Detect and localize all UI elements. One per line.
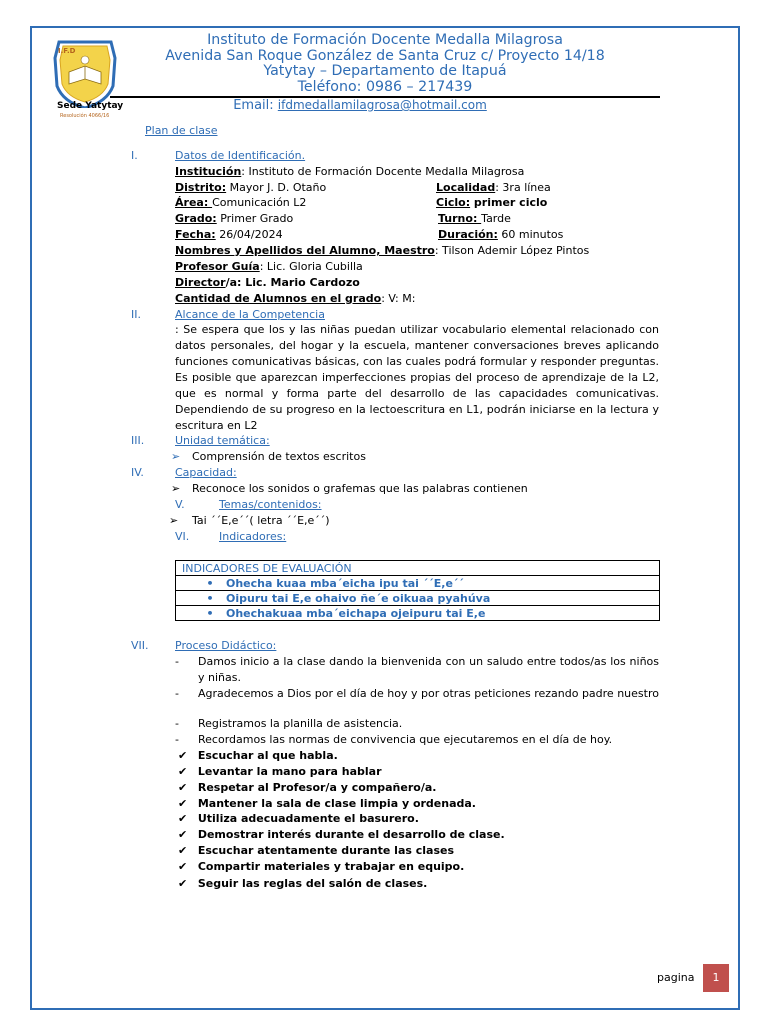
cantidad-value: : V: M: — [381, 292, 416, 305]
table-row — [176, 576, 660, 591]
duracion-row — [438, 228, 563, 241]
section-title-3: Unidad temática: — [175, 434, 270, 447]
fecha-value: 26/04/2024 — [215, 228, 283, 241]
check-icon: ✔ — [178, 812, 188, 825]
director-row — [175, 276, 360, 289]
distrito-value: Mayor J. D. Otaño — [226, 181, 327, 194]
plan-title: Plan de clase — [145, 124, 218, 137]
section-title-1: Datos de Identificación. — [175, 149, 306, 162]
indicador-2: Oipuru tai E,e ohaivo ñe´e oikuaa pyahúva — [226, 591, 491, 605]
email-label: Email: — [233, 98, 274, 113]
proceso-item-2: Agradecemos a Dios por el día de hoy y por otras peticiones rezando padre nuestro — [198, 687, 659, 700]
director-label: Director — [175, 276, 226, 289]
norm-item-3: Respetar al Profesor/a y compañero/a. — [197, 781, 437, 794]
area-row — [175, 196, 306, 209]
section-title-2: Alcance de la Competencia — [175, 308, 325, 321]
nombres-value: : Tilson Ademir López Pintos — [434, 244, 590, 257]
norm-item-8: Compartir materiales y trabajar en equipo. — [197, 860, 465, 873]
norm-item — [178, 765, 382, 778]
profesor-value: : Lic. Gloria Cubilla — [259, 260, 363, 273]
indicador-3: Ohechakuaa mba´eichapa ojeipuru tai E,e — [226, 606, 486, 620]
indicador-1: Ohecha kuaa mba´eicha ipu tai ´´E,e´´ — [226, 576, 464, 590]
check-icon: ✔ — [178, 765, 188, 778]
bullet-icon: • — [206, 591, 214, 605]
duracion-value: 60 minutos — [497, 228, 564, 241]
director-value: /a: Lic. Mario Cardozo — [225, 276, 360, 289]
distrito-label: Distrito: — [175, 181, 227, 194]
localidad-label: Localidad — [436, 181, 496, 194]
duracion-label: Duración: — [438, 228, 498, 241]
header-line-4: Teléfono: 0986 – 217439 — [297, 78, 473, 95]
dash-icon: - — [175, 717, 179, 730]
turno-value: Tarde — [481, 212, 511, 225]
norm-item — [178, 749, 338, 762]
arrow-bullet-icon: ➢ — [169, 514, 179, 527]
logo-resolution-text: Resolución 4066/16 — [60, 113, 110, 119]
check-icon: ✔ — [178, 781, 188, 794]
bullet-icon: • — [206, 606, 214, 620]
dash-icon: - — [175, 655, 179, 668]
email-line — [110, 98, 610, 113]
dash-icon: - — [175, 733, 179, 746]
email-link[interactable]: ifdmedallamilagrosa@hotmail.com — [277, 98, 487, 112]
header-line-3: Yatytay – Departamento de Itapuá — [263, 63, 507, 79]
check-icon: ✔ — [178, 828, 188, 841]
profesor-label: Profesor Guía — [175, 260, 260, 273]
section-title-5: Temas/contenidos: — [219, 498, 322, 511]
proceso-item-3: Registramos la planilla de asistencia. — [198, 717, 403, 730]
tema-item: Tai ´´E,e´´( letra ´´E,e´´) — [192, 514, 330, 527]
proceso-item-4: Recordamos las normas de convivencia que ejecutaremos en el día de hoy. — [198, 733, 613, 746]
norm-item — [178, 828, 505, 841]
section-number-7: VII. — [131, 639, 149, 652]
check-icon: ✔ — [178, 749, 188, 762]
indicadores-table — [175, 560, 660, 621]
arrow-bullet-icon: ➢ — [171, 450, 181, 463]
table-row — [176, 606, 660, 621]
norm-item-1: Escuchar al que habla. — [197, 749, 338, 762]
section-number-3: III. — [131, 434, 145, 447]
institucion-row — [175, 165, 524, 178]
institucion-value: : Instituto de Formación Docente Medalla Milagrosa — [241, 165, 525, 178]
section-title-7: Proceso Didáctico: — [175, 639, 277, 652]
nombres-row — [175, 244, 589, 257]
logo-top-text: I.F.D — [58, 47, 76, 55]
section-number-5: V. — [175, 498, 185, 511]
localidad-value: : 3ra línea — [495, 181, 551, 194]
area-value: Comunicación L2 — [212, 196, 307, 209]
cantidad-label: Cantidad de Alumnos en el grado — [175, 292, 382, 305]
cantidad-row — [175, 292, 415, 305]
section-title-4: Capacidad: — [175, 466, 237, 479]
table-header-row — [176, 561, 660, 576]
localidad-row — [436, 181, 551, 194]
institution-header — [110, 33, 660, 95]
check-icon: ✔ — [178, 797, 188, 810]
fecha-row — [175, 228, 283, 241]
competencia-paragraph: : Se espera que los y las niñas puedan utilizar vocabulario elemental relacionado con datos personales, del hogar y la escuela, mantener conversaciones breves aplicando funciones comunicativas básicas, con las cuales podrá formular y responder preguntas. Es posible que aparezcan imperfecciones propias del proceso de aprendizaje de la L2, que es normal y forma parte del desarrollo de las capacidades comunicativas. Dependiendo de su progreso en la lectoescritura en L1, podrán iniciarse en la lectura y escritura en L2 — [175, 323, 659, 432]
logo-sede-text: Sede Yatytay — [57, 101, 124, 111]
norm-item — [178, 844, 454, 857]
grado-row — [175, 212, 293, 225]
norm-item-6: Demostrar interés durante el desarrollo de clase. — [197, 828, 505, 841]
page-label: pagina — [657, 971, 695, 984]
norm-item-5: Utiliza adecuadamente el basurero. — [197, 812, 419, 825]
norm-item — [178, 877, 427, 890]
section-number-6: VI. — [175, 530, 190, 543]
norm-item — [178, 797, 476, 810]
ciclo-row — [436, 196, 547, 209]
norm-item-2: Levantar la mano para hablar — [197, 765, 382, 778]
norm-item — [178, 812, 419, 825]
dash-icon: - — [175, 687, 179, 700]
norm-item-7: Escuchar atentamente durante las clases — [197, 844, 455, 857]
nombres-label: Nombres y Apellidos del Alumno, Maestro — [175, 244, 435, 257]
section-title-6: Indicadores: — [219, 530, 287, 543]
distrito-row — [175, 181, 326, 194]
check-icon: ✔ — [178, 860, 188, 873]
check-icon: ✔ — [178, 844, 188, 857]
norm-item — [178, 781, 436, 794]
area-label: Área: — [175, 196, 213, 209]
check-icon: ✔ — [178, 877, 188, 890]
capacidad-item: Reconoce los sonidos o grafemas que las palabras contienen — [192, 482, 528, 495]
header-line-2: Avenida San Roque González de Santa Cruz c/ Proyecto 14/18 — [165, 47, 605, 64]
table-row — [176, 591, 660, 606]
turno-label: Turno: — [438, 212, 482, 225]
norm-item — [178, 860, 464, 873]
norm-item-9: Seguir las reglas del salón de clases. — [197, 877, 428, 890]
fecha-label: Fecha: — [175, 228, 216, 241]
indicadores-header: INDICADORES DE EVALUACIÓN — [176, 561, 660, 576]
header-line-1: Instituto de Formación Docente Medalla Milagrosa — [207, 32, 563, 48]
bullet-icon: • — [206, 576, 214, 590]
grado-value: Primer Grado — [216, 212, 294, 225]
proceso-item-1: Damos inicio a la clase dando la bienvenida con un saludo entre todos/as los niños y niñas. — [198, 655, 659, 684]
institucion-label: Institución — [175, 165, 242, 178]
section-number-1: I. — [131, 149, 138, 162]
grado-label: Grado: — [175, 212, 217, 225]
ciclo-label: Ciclo: — [436, 196, 471, 209]
section-number-2: II. — [131, 308, 141, 321]
page-number-badge: 1 — [703, 964, 729, 992]
unidad-item: Comprensión de textos escritos — [192, 450, 366, 463]
ciclo-value: primer ciclo — [470, 196, 548, 209]
turno-row — [438, 212, 511, 225]
section-number-4: IV. — [131, 466, 144, 479]
norm-item-4: Mantener la sala de clase limpia y ordenada. — [197, 797, 476, 810]
arrow-bullet-icon: ➢ — [171, 482, 181, 495]
profesor-row — [175, 260, 363, 273]
